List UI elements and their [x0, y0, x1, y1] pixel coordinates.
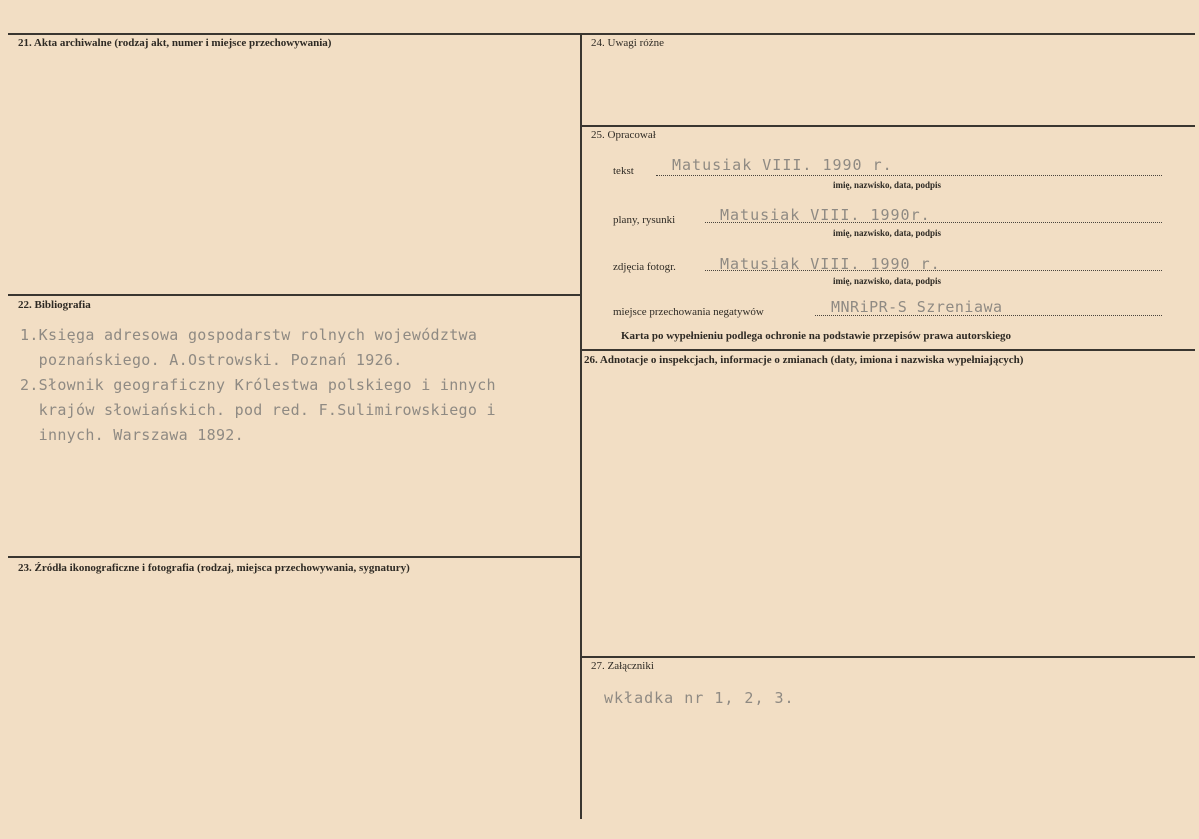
section-24-label: 24. Uwagi różne [591, 37, 665, 49]
bibliography-line: krajów słowiańskich. pod red. F.Sulimirowskiego i [20, 401, 496, 419]
bibliography-line: 2.Słownik geograficzny Królestwa polskiego i innych [20, 376, 496, 394]
divider-24-25 [580, 125, 1195, 127]
attachments-value: wkładka nr 1, 2, 3. [604, 689, 795, 707]
tekst-caption: imię, nazwisko, data, podpis [833, 180, 942, 190]
bibliography-line: poznańskiego. A.Ostrowski. Poznań 1926. [20, 351, 403, 369]
negatywy-label: miejsce przechowania negatywów [613, 306, 764, 318]
plany-label: plany, rysunki [613, 214, 676, 226]
section-22-label: 22. Bibliografia [18, 299, 91, 311]
section-25-label: 25. Opracował [591, 129, 656, 141]
section-21-label: 21. Akta archiwalne (rodzaj akt, numer i miejsce przechowywania) [18, 37, 332, 49]
zdjecia-caption: imię, nazwisko, data, podpis [833, 276, 942, 286]
divider-21-22 [8, 294, 581, 296]
negatywy-line [815, 315, 1162, 316]
divider-22-23 [8, 556, 581, 558]
negatywy-value: MNRiPR-S Szreniawa [831, 298, 1003, 316]
plany-line [705, 222, 1162, 223]
section-27-label: 27. Załączniki [591, 660, 654, 672]
section-23-label: 23. Źródła ikonograficzne i fotografia (rodzaj, miejsca przechowywania, sygnatury) [18, 562, 410, 574]
divider-25-26 [580, 349, 1195, 351]
top-border [8, 33, 1195, 35]
bibliography-text [20, 323, 496, 448]
copyright-notice: Karta po wypełnieniu podlega ochronie na podstawie przepisów prawa autorskiego [621, 330, 1012, 342]
column-divider [580, 33, 582, 819]
bibliography-line: innych. Warszawa 1892. [20, 426, 244, 444]
zdjecia-value: Matusiak VIII. 1990 r. [720, 255, 941, 273]
tekst-line [656, 175, 1162, 176]
divider-26-27 [580, 656, 1195, 658]
zdjecia-line [705, 270, 1162, 271]
section-26-label: 26. Adnotacje o inspekcjach, informacje o zmianach (daty, imiona i nazwiska wypełniających) [584, 354, 1024, 366]
plany-caption: imię, nazwisko, data, podpis [833, 228, 942, 238]
plany-value: Matusiak VIII. 1990r. [720, 206, 931, 224]
zdjecia-label: zdjęcia fotogr. [613, 261, 676, 273]
tekst-value: Matusiak VIII. 1990 r. [672, 156, 893, 174]
tekst-label: tekst [613, 165, 634, 177]
bibliography-line: 1.Księga adresowa gospodarstw rolnych województwa [20, 326, 478, 344]
